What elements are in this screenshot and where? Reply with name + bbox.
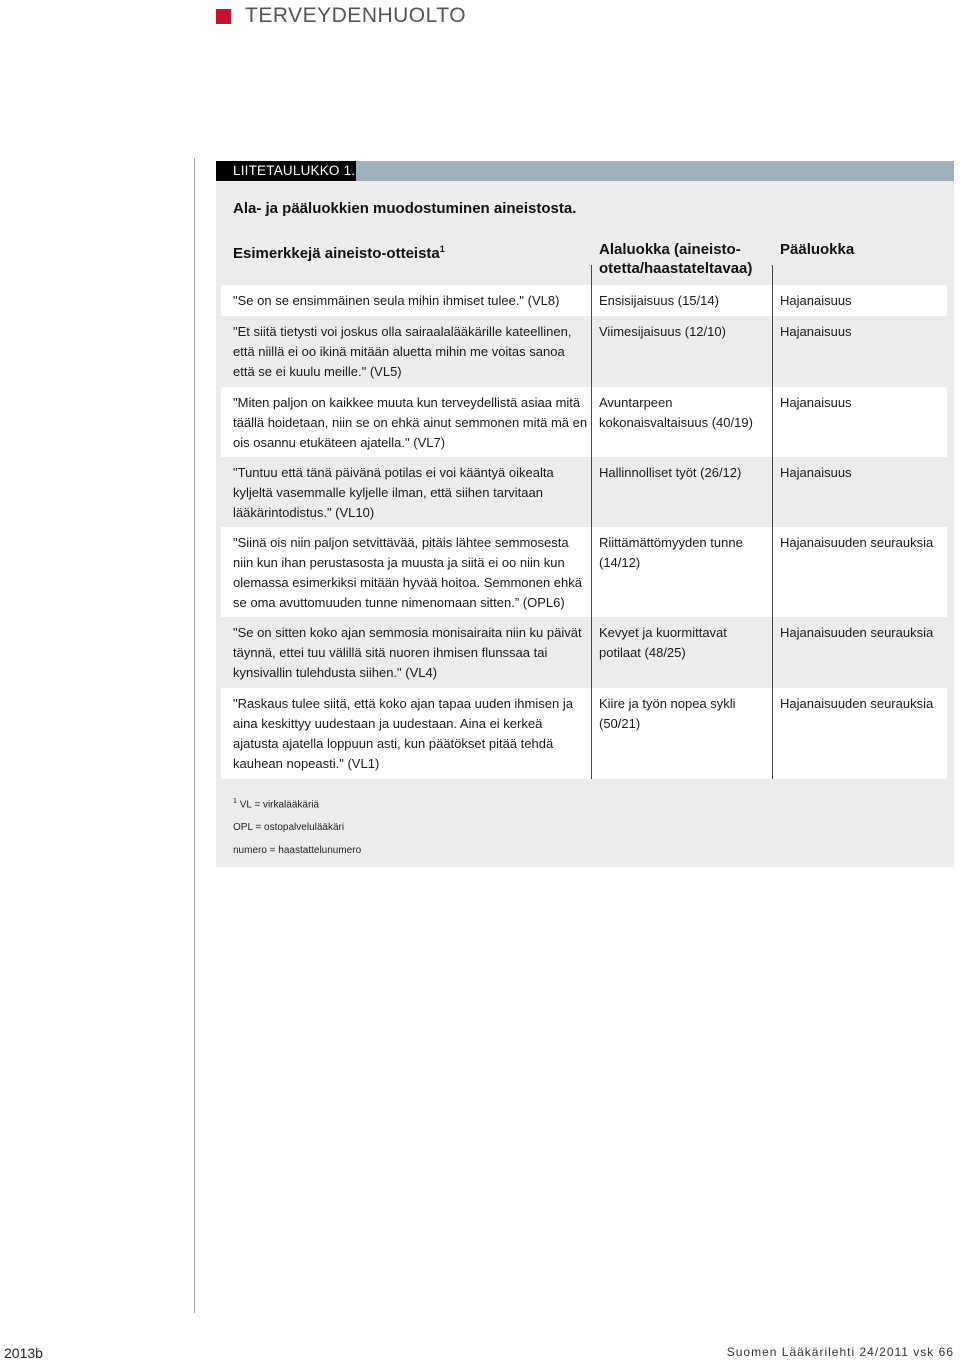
table-row — [221, 688, 947, 779]
footnote: $^1$ VL = virkalääkäriä — [233, 798, 320, 811]
subcategory-cell: Avuntarpeen kokonaisvaltaisuus (40/19) — [599, 395, 753, 430]
main-category-cell: Hajanaisuus — [780, 395, 852, 410]
page-number: 2013b — [4, 1345, 43, 1361]
section-marker-icon — [216, 9, 231, 24]
subcategory-cell: Riittämättömyyden tunne (14/12) — [599, 535, 743, 570]
footnote: OPL = ostopalvelulääkäri — [233, 822, 345, 833]
table-title: Ala- ja pääluokkien muodostuminen aineistosta. — [233, 200, 577, 217]
table-label: LIITETAULUKKO 1. — [216, 161, 356, 181]
table-row — [221, 457, 947, 527]
journal-name: Suomen Lääkärilehti 24/2011 vsk 66 — [726, 1345, 954, 1359]
table-row — [221, 387, 947, 457]
main-category-cell: Hajanaisuuden seurauksia — [780, 696, 934, 711]
main-category-cell: Hajanaisuus — [780, 293, 852, 308]
header-subcategory: Alaluokka (aineisto-otetta/haastateltavaa) — [599, 241, 753, 277]
subcategory-cell: Ensisijaisuus (15/14) — [599, 293, 719, 308]
quote-cell: "Siinä ois niin paljon setvittävää, pitäis lähtee semmosesta niin kun ihan perustasosta ja muusta ja siitä ei oo niin kun olemassa esimerkiksi mitään hyvää hoitoa. Semmonen ehkä se oma avuttomuuden tunne nimenomaan sitten.” (OPL6) — [233, 535, 583, 610]
subcategory-cell: Viimesijaisuus (12/10) — [599, 324, 726, 339]
quote-cell: "Raskaus tulee siitä, että koko ajan tapaa uuden ihmisen ja aina keskittyy uudestaan ja uudestaan. Aina ei kerkeä ajatusta ajatella loppuun asti, kun päätökset pitää tehdä kauhean nopeasti." (VL1) — [233, 696, 573, 771]
subcategory-cell: Hallinnolliset työt (26/12) — [599, 465, 742, 480]
column-divider — [591, 265, 592, 779]
column-divider — [772, 265, 773, 779]
subcategory-cell: Kevyet ja kuormittavat potilaat (48/25) — [599, 625, 727, 660]
table-row — [221, 617, 947, 688]
table-row — [221, 285, 947, 316]
main-category-cell: Hajanaisuus — [780, 465, 852, 480]
section-header — [216, 4, 466, 28]
footnote: numero = haastattelunumero — [233, 845, 362, 856]
header-main-category: Pääluokka — [780, 241, 855, 258]
quote-cell: "Tuntuu että tänä päivänä potilas ei voi kääntyä oikealta kyljeltä vasemmalle kyljelle ilman, että siihen tarvitaan lääkärintodistus." (VL10) — [233, 465, 554, 520]
quote-cell: "Se on sitten koko ajan semmosia monisairaita niin ku päivät täynnä, ettei tuu välillä sitä nuoren ihmisen flunssaa tai kynsivallin tulehdusta siihen." (VL4) — [233, 625, 582, 680]
main-category-cell: Hajanaisuus — [780, 324, 852, 339]
quote-cell: "Se on se ensimmäinen seula mihin ihmiset tulee." (VL8) — [233, 293, 560, 308]
subcategory-cell: Kiire ja työn nopea sykli (50/21) — [599, 696, 736, 731]
header-quotes: Esimerkkejä aineisto-otteista$^1$ — [233, 244, 445, 262]
section-title: TERVEYDENHUOLTO — [245, 4, 467, 27]
table-row — [221, 527, 947, 617]
main-category-cell: Hajanaisuuden seurauksia — [780, 535, 934, 550]
quote-cell: "Miten paljon on kaikkee muuta kun terveydellistä asiaa mitä täällä hoidetaan, niin se on ehkä ainut semmonen mitä mä en ois osannu etukäteen ajatella." (VL7) — [233, 395, 588, 450]
margin-rule — [194, 158, 195, 1313]
quote-cell: "Et siitä tietysti voi joskus olla sairaalalääkärille kateellinen, että niillä ei oo ikinä mitään aluetta mihin me voitas sanoa että se ei kuulu meille." (VL5) — [233, 324, 572, 379]
table-row — [221, 316, 947, 387]
main-category-cell: Hajanaisuuden seurauksia — [780, 625, 934, 640]
